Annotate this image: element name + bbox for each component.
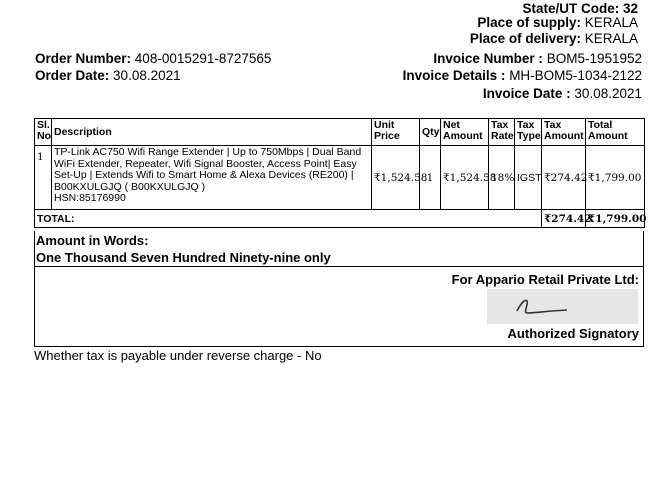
cell-unit-price: ₹1,524.58 — [372, 146, 420, 210]
item-description: TP-Link AC750 Wifi Range Extender | Up to 750Mbps | Dual Band WiFi Extender, Repeater, Wifi Signal Booster, Access Point| Easy Set-Up | Extends Wifi to Smart Home & Alexa Devices (RE200) | B00KXULGJQ ( B00KXULGJQ ) — [54, 146, 362, 193]
state-ut-code: State/UT Code: 32 — [522, 1, 638, 16]
col-header-tax-rate: Tax Rate — [489, 119, 515, 146]
invoice-details — [403, 67, 642, 84]
invoice-details-label: Invoice Details : — [402, 68, 506, 83]
col-header-tax-type: Tax Type — [515, 119, 542, 146]
order-number-value: 408-0015291-8727565 — [134, 51, 272, 66]
seller-line: For Appario Retail Private Ltd: — [451, 272, 639, 287]
place-of-supply-label: Place of supply: — [477, 15, 581, 30]
total-tax-amount: ₹274.42 — [542, 210, 586, 228]
invoice-details-value: MH-BOM5-1034-2122 — [509, 68, 642, 83]
amount-in-words-label: Amount in Words: — [36, 233, 149, 248]
place-of-supply-value: KERALA — [584, 15, 638, 30]
col-header-unit-price: Unit Price — [372, 119, 420, 146]
authorized-signatory-label: Authorized Signatory — [507, 326, 639, 341]
place-of-delivery-value: KERALA — [584, 31, 638, 46]
col-header-sl-no: Sl. No — [35, 119, 52, 146]
order-number-label: Order Number: — [35, 51, 132, 66]
total-amount: ₹1,799.00 — [586, 210, 645, 228]
place-of-delivery-label: Place of delivery: — [469, 31, 581, 46]
col-header-qty: Qty — [420, 119, 441, 146]
cell-description — [52, 146, 372, 210]
order-date — [35, 67, 181, 84]
order-number — [35, 50, 271, 67]
place-of-supply — [477, 14, 638, 31]
cell-tax-rate: 18% — [489, 146, 515, 210]
signature-scribble-icon — [487, 289, 638, 324]
invoice-number-value: BOM5-1951952 — [546, 51, 642, 66]
total-label: TOTAL: — [35, 210, 542, 228]
invoice-number — [433, 50, 642, 67]
cell-tax-amount: ₹274.42 — [542, 146, 586, 210]
item-hsn: HSN:85176990 — [54, 192, 126, 204]
signature-image — [487, 289, 638, 324]
cell-sl-no: 1 — [35, 146, 52, 210]
place-of-delivery — [470, 30, 638, 47]
order-date-value: 30.08.2021 — [113, 68, 181, 83]
reverse-charge-note: Whether tax is payable under reverse charge - No — [34, 348, 322, 363]
amount-in-words-box — [34, 231, 644, 267]
cell-net-amount: ₹1,524.58 — [441, 146, 489, 210]
amount-in-words-value: One Thousand Seven Hundred Ninety-nine only — [36, 250, 331, 265]
col-header-total-amount: Total Amount — [586, 119, 645, 146]
invoice-date-value: 30.08.2021 — [574, 86, 642, 101]
cell-qty: 1 — [420, 146, 441, 210]
invoice-date-label: Invoice Date : — [482, 86, 571, 101]
total-row — [35, 210, 645, 228]
col-header-description: Description — [52, 119, 372, 146]
col-header-tax-amount: Tax Amount — [542, 119, 586, 146]
invoice-number-label: Invoice Number : — [433, 51, 543, 66]
order-date-label: Order Date: — [35, 68, 110, 83]
table-header-row — [35, 119, 645, 146]
invoice-date — [483, 85, 642, 102]
table-row — [35, 146, 645, 210]
col-header-net-amount: Net Amount — [441, 119, 489, 146]
invoice-table — [34, 118, 645, 228]
cell-tax-type: IGST — [515, 146, 542, 210]
cell-total-amount: ₹1,799.00 — [586, 146, 645, 210]
